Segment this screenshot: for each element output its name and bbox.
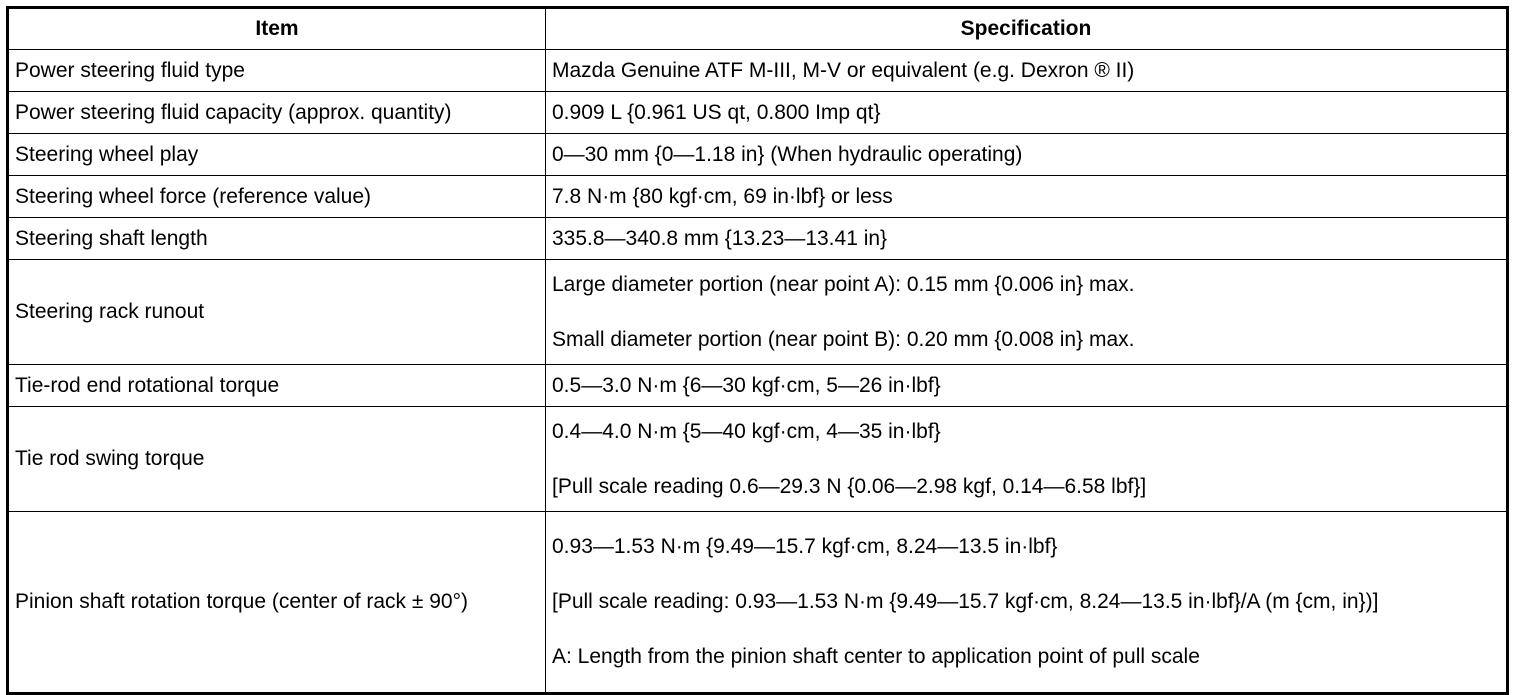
header-row (8, 8, 1508, 50)
spec-line: [Pull scale reading 0.6—29.3 N {0.06—2.98 kgf, 0.14—6.58 lbf}] (552, 474, 1147, 498)
spec-line: Small diameter portion (near point B): 0.20 mm {0.008 in} max. (552, 327, 1135, 351)
spec-cell (546, 407, 1508, 512)
table-row (8, 134, 1508, 176)
spec-cell (546, 218, 1508, 260)
spec-cell (546, 50, 1508, 92)
spec-cell (546, 512, 1508, 694)
spec-line: 7.8 N·m {80 kgf·cm, 69 in·lbf} or less (552, 184, 893, 208)
table-row (8, 218, 1508, 260)
spec-line: 0.909 L {0.961 US qt, 0.800 Imp qt} (552, 100, 881, 124)
table-row (8, 260, 1508, 365)
item-cell: Steering wheel play (8, 134, 546, 176)
spec-line: 0.93—1.53 N·m {9.49—15.7 kgf·cm, 8.24—13.5 in·lbf} (552, 535, 1058, 558)
spec-line: [Pull scale reading: 0.93—1.53 N·m {9.49—15.7 kgf·cm, 8.24—13.5 in·lbf}/A (m {cm, in})] (552, 590, 1379, 613)
item-cell: Steering shaft length (8, 218, 546, 260)
table-row (8, 365, 1508, 407)
item-cell: Power steering fluid capacity (approx. quantity) (8, 92, 546, 134)
spec-line: 0.4—4.0 N·m {5—40 kgf·cm, 4—35 in·lbf} (552, 419, 941, 443)
spec-cell (546, 260, 1508, 365)
spec-cell (546, 365, 1508, 407)
table-row (8, 176, 1508, 218)
spec-line: 335.8—340.8 mm {13.23—13.41 in} (552, 226, 888, 250)
table-row (8, 512, 1508, 694)
spec-cell (546, 92, 1508, 134)
table-row (8, 50, 1508, 92)
header-specification: Specification (546, 8, 1508, 50)
header-item: Item (8, 8, 546, 50)
spec-cell (546, 134, 1508, 176)
spec-line: 0—30 mm {0—1.18 in} (When hydraulic operating) (552, 142, 1023, 166)
item-cell: Steering rack runout (8, 260, 546, 365)
spec-line: Mazda Genuine ATF M-III, M-V or equivalent (e.g. Dexron ® II) (552, 58, 1135, 82)
spec-table-container (6, 6, 1509, 695)
spec-cell (546, 176, 1508, 218)
item-cell: Steering wheel force (reference value) (8, 176, 546, 218)
spec-line: 0.5—3.0 N·m {6—30 kgf·cm, 5—26 in·lbf} (552, 373, 941, 397)
item-cell: Tie rod swing torque (8, 407, 546, 512)
item-cell: Power steering fluid type (8, 50, 546, 92)
item-cell: Tie-rod end rotational torque (8, 365, 546, 407)
table-row (8, 407, 1508, 512)
spec-line: Large diameter portion (near point A): 0.15 mm {0.006 in} max. (552, 272, 1135, 296)
item-cell: Pinion shaft rotation torque (center of rack ± 90°) (8, 512, 546, 694)
specification-table (6, 6, 1509, 695)
spec-line: A: Length from the pinion shaft center to application point of pull scale (552, 645, 1200, 668)
table-row (8, 92, 1508, 134)
